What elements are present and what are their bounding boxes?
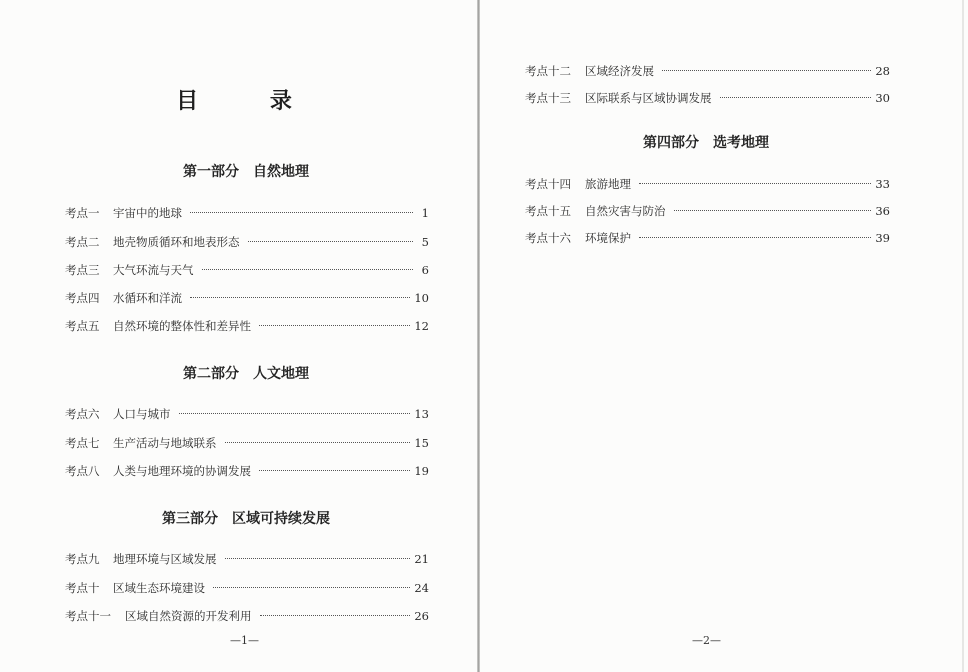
entry-number: 考点十三 (525, 91, 571, 105)
entry-page: 28 (875, 64, 890, 78)
leader-dots (248, 241, 414, 242)
leader-dots (225, 558, 411, 559)
toc-entry[interactable] (65, 405, 429, 423)
leader-dots (260, 615, 411, 616)
entry-title: 生产活动与地域联系 (113, 436, 217, 450)
left-page (0, 0, 478, 672)
entry-page: 26 (414, 609, 429, 623)
toc-entry[interactable] (65, 550, 429, 568)
leader-dots (190, 297, 410, 298)
entry-page: 33 (875, 177, 890, 191)
entry-title: 区域生态环境建设 (113, 581, 205, 595)
entry-page: 10 (414, 291, 429, 305)
leader-dots (259, 325, 410, 326)
toc-entry[interactable] (525, 229, 890, 247)
entry-number: 考点六 (65, 407, 100, 421)
entry-number: 考点八 (65, 464, 100, 478)
toc-entry[interactable] (65, 434, 429, 452)
scan-edge (962, 0, 964, 672)
leader-dots (225, 442, 411, 443)
entry-number: 考点九 (65, 552, 100, 566)
section-heading-1: 第一部分 自然地理 (183, 164, 309, 180)
entry-page: 30 (875, 91, 890, 105)
leader-dots (259, 470, 410, 471)
entry-title: 自然环境的整体性和差异性 (113, 319, 251, 333)
entry-number: 考点四 (65, 291, 100, 305)
entry-title: 旅游地理 (585, 177, 631, 191)
entry-page: 6 (421, 263, 429, 277)
toc-entry[interactable] (525, 175, 890, 193)
entry-number: 考点十六 (525, 231, 571, 245)
entry-number: 考点五 (65, 319, 100, 333)
entry-title: 大气环流与天气 (113, 263, 194, 277)
toc-entry[interactable] (65, 204, 429, 222)
entry-number: 考点十四 (525, 177, 571, 191)
entry-title: 区际联系与区域协调发展 (585, 91, 712, 105)
toc-entry[interactable] (65, 233, 429, 251)
entry-title: 自然灾害与防治 (585, 204, 666, 218)
entry-title: 地理环境与区域发展 (113, 552, 217, 566)
toc-entry[interactable] (65, 579, 429, 597)
toc-entry[interactable] (65, 462, 429, 480)
entry-title: 地壳物质循环和地表形态 (113, 235, 240, 249)
entry-page: 21 (414, 552, 429, 566)
entry-number: 考点十五 (525, 204, 571, 218)
leader-dots (179, 413, 411, 414)
leader-dots (639, 237, 871, 238)
section-heading-4: 第四部分 选考地理 (643, 135, 769, 151)
entry-title: 区域经济发展 (585, 64, 654, 78)
toc-entry[interactable] (65, 607, 429, 625)
entry-number: 考点三 (65, 263, 100, 277)
entry-number: 考点十 (65, 581, 100, 595)
entry-page: 19 (414, 464, 429, 478)
entry-title: 区域自然资源的开发利用 (125, 609, 252, 623)
entry-number: 考点七 (65, 436, 100, 450)
leader-dots (662, 70, 871, 71)
leader-dots (674, 210, 872, 211)
entry-number: 考点二 (65, 235, 100, 249)
entry-title: 人类与地理环境的协调发展 (113, 464, 251, 478)
section-heading-2: 第二部分 人文地理 (183, 366, 309, 382)
entry-page: 39 (875, 231, 890, 245)
entry-title: 水循环和洋流 (113, 291, 182, 305)
page-number: —2— (692, 634, 721, 647)
leader-dots (213, 587, 410, 588)
toc-entry[interactable] (525, 62, 890, 80)
toc-entry[interactable] (525, 89, 890, 107)
toc-entry[interactable] (525, 202, 890, 220)
leader-dots (720, 97, 872, 98)
entry-title: 环境保护 (585, 231, 631, 245)
entry-page: 15 (414, 436, 429, 450)
right-page (480, 0, 968, 672)
entry-page: 1 (421, 206, 429, 220)
entry-number: 考点十二 (525, 64, 571, 78)
entry-page: 12 (414, 319, 429, 333)
leader-dots (190, 212, 413, 213)
leader-dots (202, 269, 414, 270)
entry-page: 5 (421, 235, 429, 249)
page-number: —1— (230, 634, 259, 647)
entry-number: 考点十一 (65, 609, 111, 623)
toc-entry[interactable] (65, 317, 429, 335)
toc-title: 目 录 (176, 89, 324, 114)
entry-page: 24 (414, 581, 429, 595)
leader-dots (639, 183, 871, 184)
entry-title: 人口与城市 (113, 407, 171, 421)
entry-title: 宇宙中的地球 (113, 206, 182, 220)
toc-entry[interactable] (65, 261, 429, 279)
section-heading-3: 第三部分 区域可持续发展 (162, 511, 330, 527)
toc-entry[interactable] (65, 289, 429, 307)
entry-number: 考点一 (65, 206, 100, 220)
entry-page: 13 (414, 407, 429, 421)
entry-page: 36 (875, 204, 890, 218)
